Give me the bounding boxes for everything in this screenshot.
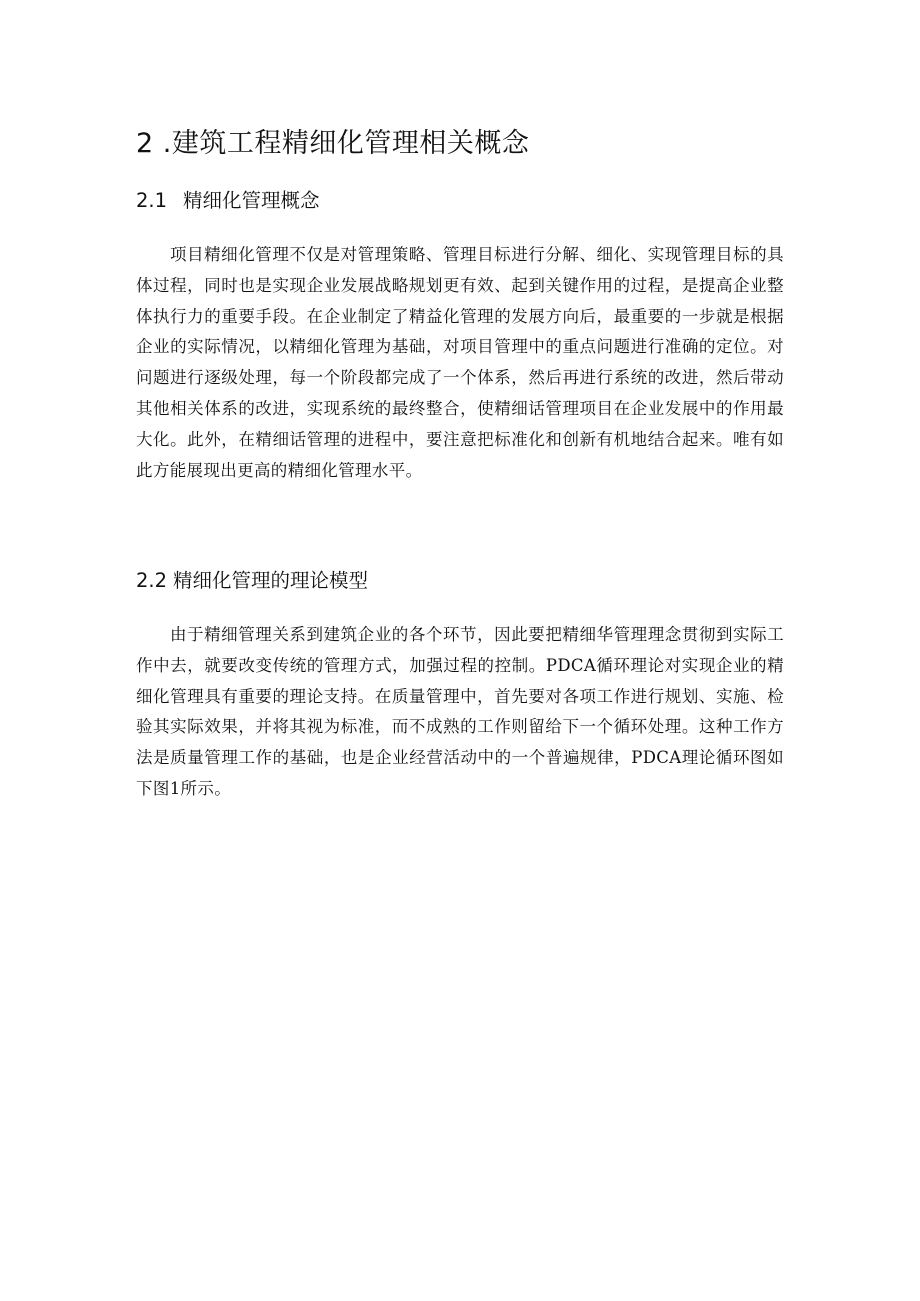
section-2-2-paragraph: 由于精细管理关系到建筑企业的各个环节，因此要把精细华管理理念贯彻到实际工作中去，就要改变传统的管理方式，加强过程的控制。PDCA循环理论对实现企业的精细化管理具有重要的理论支持。在质量管理中，首先要对各项工作进行规划、实施、检验其实际效果，并将其视为标准，而不成熟的工作则留给下一个循环处理。这种工作方法是质量管理工作的基础，也是企业经营活动中的一个普遍规律，PDCA理论循环图如下图1所示。 — [136, 625, 784, 798]
section-2-2-heading — [136, 564, 368, 598]
section-2-1-title: 精细化管理概念 — [183, 189, 320, 212]
section-2-1-paragraph: 项目精细化管理不仅是对管理策略、管理目标进行分解、细化、实现管理目标的具体过程，同时也是实现企业发展战略规划更有效、起到关键作用的过程，是提高企业整体执行力的重要手段。在企业制定了精益化管理的发展方向后，最重要的一步就是根据企业的实际情况，以精细化管理为基础，对项目管理中的重点问题进行准确的定位。对问题进行逐级处理，每一个阶段都完成了一个体系，然后再进行系统的改进，然后带动其他相关体系的改进，实现系统的最终整合，使精细话管理项目在企业发展中的作用最大化。此外，在精细话管理的进程中，要注意把标准化和创新有机地结合起来。唯有如此方能展现出更高的精细化管理水平。 — [136, 245, 784, 480]
section-2-1-heading — [136, 184, 320, 218]
section-2-1-number: 2.1 — [136, 189, 168, 212]
section-2-2-number: 2.2 — [136, 569, 168, 592]
section-2-2-title: 精细化管理的理论模型 — [173, 569, 369, 592]
chapter-heading: 2 .建筑工程精细化管理相关概念 — [136, 128, 530, 159]
